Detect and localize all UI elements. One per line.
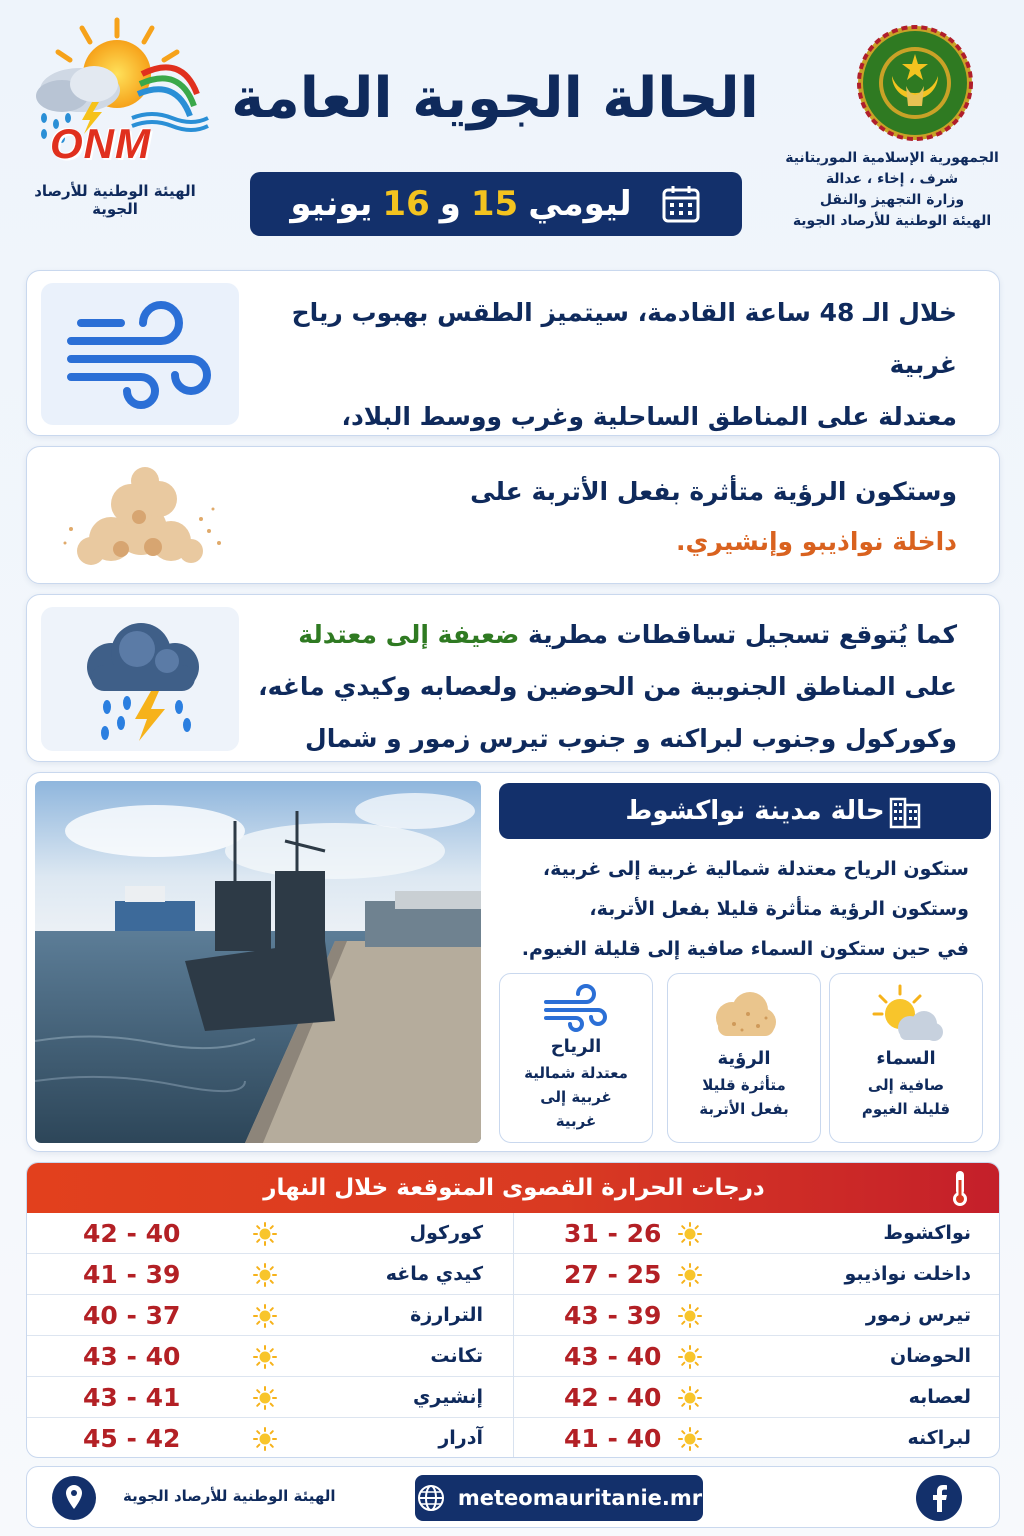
city-name: آدرار [438, 1427, 483, 1449]
onm-logo [22, 14, 212, 204]
dust-forecast-text [257, 467, 957, 567]
wind-icon [536, 984, 616, 1032]
dust-forecast-card [26, 446, 1000, 584]
dust-icon-box [41, 459, 239, 573]
sun-icon [253, 1427, 277, 1451]
temperature-row [27, 1336, 513, 1377]
rain-line: على المناطق الجنوبية من الحوضين ولعصابه وكيدي ماغه، [258, 672, 957, 701]
temperature-range: 31 - 26 [564, 1219, 662, 1248]
rain-line-a: كما يُتوقع تسجيل تساقطات مطرية [528, 620, 957, 649]
city-name: نواكشوط [883, 1222, 971, 1244]
temperature-body [27, 1213, 1000, 1458]
wind-line: معتدلة على المناطق الساحلية وغرب ووسط البلاد، [341, 402, 957, 431]
wind-tile [499, 973, 653, 1143]
city-name: لبراكنه [907, 1427, 971, 1449]
temperature-range: 43 - 41 [83, 1383, 181, 1412]
wind-icon [41, 283, 239, 425]
dust-visibility-icon [704, 984, 784, 1044]
nouakchott-text [499, 849, 969, 969]
sun-icon [678, 1304, 702, 1328]
rain-intensity: ضعيفة إلى معتدلة [298, 620, 520, 649]
dust-regions: داخلة نواذيبو وإنشيري. [675, 527, 957, 556]
temperature-row [27, 1377, 513, 1418]
city-name: تكانت [430, 1345, 483, 1367]
temperature-row [27, 1254, 513, 1295]
location-pin-icon[interactable] [49, 1475, 99, 1521]
sky-title: السماء [876, 1048, 936, 1069]
sun-icon [253, 1222, 277, 1246]
rain-forecast-card [26, 594, 1000, 762]
sky-tile [829, 973, 983, 1143]
temperature-range: 27 - 25 [564, 1260, 662, 1289]
temperature-range: 42 - 40 [564, 1383, 662, 1412]
sun-icon [253, 1304, 277, 1328]
partly-cloudy-icon [866, 984, 946, 1044]
sun-icon [678, 1427, 702, 1451]
wind-icon-box [41, 283, 239, 425]
city-name: تيرس زمور [865, 1304, 971, 1326]
date-month: يونيو [290, 184, 373, 224]
date-prefix: ليومي [528, 184, 632, 224]
temperature-range: 43 - 39 [564, 1301, 662, 1330]
temperature-range: 43 - 40 [564, 1342, 662, 1371]
website-link[interactable] [415, 1475, 703, 1521]
temperature-row [514, 1418, 1000, 1458]
nouakchott-card [26, 772, 1000, 1152]
onm-logo-text: ONM [50, 120, 151, 167]
sky-desc-line: قليلة الغيوم [861, 1100, 951, 1118]
temperature-column-right [514, 1213, 1000, 1458]
temperature-row [514, 1336, 1000, 1377]
website-url: meteomauritanie.mr [457, 1486, 703, 1510]
sun-icon [253, 1386, 277, 1410]
temperature-row [27, 1418, 513, 1458]
city-name: الحوضان [890, 1345, 971, 1367]
temperature-range: 43 - 40 [83, 1342, 181, 1371]
city-name: كيدي ماغه [385, 1263, 483, 1285]
city-name: لعصابه [908, 1386, 971, 1408]
city-name: الترارزة [410, 1304, 483, 1326]
visibility-title: الرؤية [717, 1048, 771, 1069]
city-line: في حين ستكون السماء صافية إلى قليلة الغيوم. [521, 938, 969, 960]
sun-icon [253, 1345, 277, 1369]
wind-line: خلال الـ 48 ساعة القادمة، سيتميز الطقس بهبوب رياح غربية [291, 298, 957, 379]
date-banner [250, 172, 742, 236]
footer-org-name: الهيئة الوطنية للأرصاد الجوية [123, 1487, 336, 1505]
dust-line: وستكون الرؤية متأثرة بفعل الأتربة على [470, 477, 957, 506]
temperature-column-left [27, 1213, 514, 1458]
footer [26, 1466, 1000, 1528]
storm-icon-box [41, 607, 239, 751]
wind-forecast-card [26, 270, 1000, 436]
temperature-row [27, 1295, 513, 1336]
sky-desc [830, 1073, 982, 1121]
temperature-row [514, 1295, 1000, 1336]
storm-cloud-icon [41, 607, 239, 751]
temperature-range: 42 - 40 [83, 1219, 181, 1248]
temperature-title: درجات الحرارة القصوى المتوقعة خلال النهار [263, 1175, 765, 1201]
sun-icon [678, 1222, 702, 1246]
visibility-tile [667, 973, 821, 1143]
republic-line: وزارة التجهيز والنقل [819, 192, 965, 208]
visibility-desc-line: متأثرة قليلا [702, 1076, 786, 1094]
nouakchott-banner [499, 783, 991, 839]
nouakchott-title: حالة مدينة نواكشوط [625, 796, 885, 826]
port-photo [35, 781, 481, 1143]
globe-icon [416, 1483, 446, 1513]
city-name: كوركول [409, 1222, 483, 1244]
republic-header [770, 148, 1014, 232]
calendar-icon [660, 183, 702, 225]
wind-desc-line: غربية إلى [540, 1088, 612, 1106]
date-conj: و [439, 184, 461, 224]
city-name: داخلت نواذيبو [844, 1263, 971, 1285]
sun-icon [678, 1386, 702, 1410]
republic-line: شرف ، إخاء ، عدالة [825, 171, 959, 187]
wind-desc-line: غربية [555, 1112, 597, 1130]
temperature-table [26, 1162, 1000, 1458]
sun-icon [678, 1263, 702, 1287]
temperature-row [514, 1254, 1000, 1295]
temperature-range: 41 - 39 [83, 1260, 181, 1289]
city-line: وستكون الرؤية متأثرة قليلا بفعل الأتربة، [589, 898, 969, 920]
visibility-desc [668, 1073, 820, 1121]
sun-icon [678, 1345, 702, 1369]
date-day1: 15 [470, 184, 519, 224]
onm-org-name: الهيئة الوطنية للأرصاد الجوية [34, 182, 196, 218]
dust-icon [41, 459, 239, 573]
temperature-header [27, 1163, 1000, 1213]
wind-desc [500, 1061, 652, 1133]
visibility-desc-line: بفعل الأتربة [699, 1100, 789, 1118]
date-day2: 16 [382, 184, 430, 224]
temperature-row [514, 1213, 1000, 1254]
sky-desc-line: صافية إلى [867, 1076, 945, 1094]
republic-line: الهيئة الوطنية للأرصاد الجوية [792, 213, 992, 229]
rain-line [257, 609, 957, 661]
wind-title: الرياح [550, 1036, 602, 1057]
temperature-row [27, 1213, 513, 1254]
building-icon [885, 791, 925, 831]
temperature-range: 40 - 37 [83, 1301, 181, 1330]
national-emblem-icon [856, 24, 974, 142]
city-name: إنشيري [413, 1386, 483, 1408]
republic-line: الجمهورية الإسلامية الموريتانية [785, 150, 999, 166]
temperature-range: 45 - 42 [83, 1424, 181, 1453]
rain-line: وكوركول وجنوب لبراكنه و جنوب تيرس زمور و شمال [305, 724, 957, 753]
wind-desc-line: معتدلة شمالية [524, 1064, 628, 1082]
page-title: الحالة الجوية العامة [231, 66, 759, 131]
thermometer-icon [947, 1168, 973, 1208]
city-line: ستكون الرياح معتدلة شمالية غربية إلى غربية، [542, 858, 969, 880]
sun-icon [253, 1263, 277, 1287]
facebook-icon[interactable] [915, 1474, 963, 1522]
temperature-range: 41 - 40 [564, 1424, 662, 1453]
temperature-row [514, 1377, 1000, 1418]
